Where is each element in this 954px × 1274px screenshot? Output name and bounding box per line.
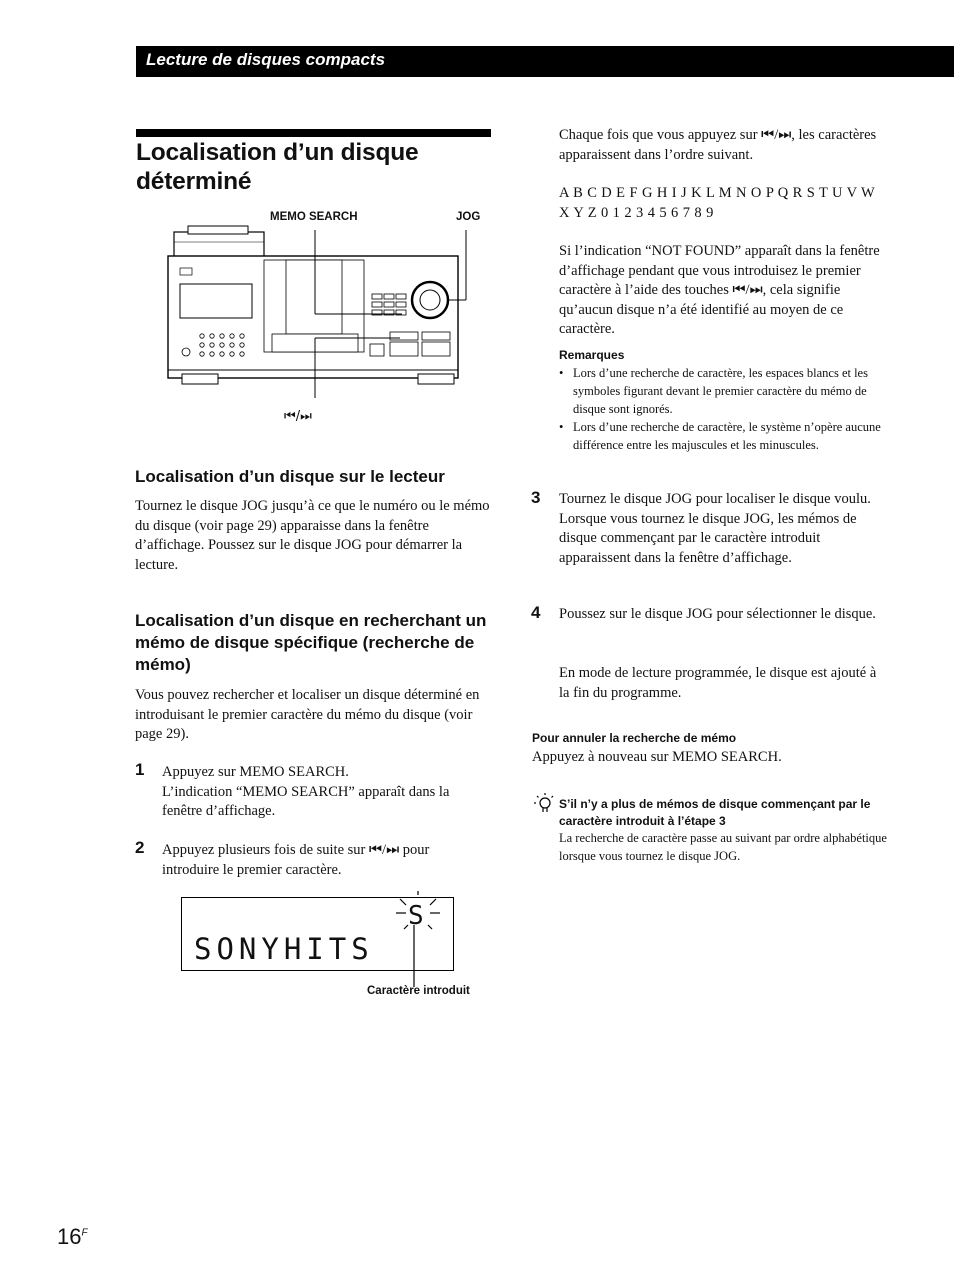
display-caption: Caractère introduit [367,985,470,997]
step-number: 1 [135,760,145,779]
step-text: Poussez sur le disque JOG pour sélectionner le disque. [559,606,876,622]
step-number: 4 [531,603,541,622]
section1-text: Tournez le disque JOG jusqu’à ce que le numéro ou le mémo du disque (voir page 29) apparaisse dans la fenêtre d’affichage. Poussez sur le disque JOG pour démarrer la lecture. [135,498,490,573]
memo-search-label: MEMO SEARCH [270,211,358,223]
section1-heading: Localisation d’un disque sur le lecteur [135,467,445,486]
blink-indicator [390,891,440,989]
note-item: • Lors d’une recherche de caractère, le système n’opère aucune différence entre les majuscules et les minuscules. [559,418,889,454]
page-suffix: F [81,1227,88,1239]
note-item: • Lors d’une recherche de caractère, les espaces blancs et les symboles figurant devant le premier caractère du mémo de disque sont ignorés. [559,364,889,418]
page-number [57,1224,88,1250]
display-blinking-char: S [408,901,424,931]
section2-text: Vous pouvez rechercher et localiser un disque déterminé en introduisant le premier caractère du mémo du disque (voir page 29). [135,687,480,742]
step-text: Tournez le disque JOG pour localiser le disque voulu. Lorsque vous tournez le disque JOG, les mémos de disque commençant par le caractère introduit apparaissent dans la fenêtre d’affichage. [559,491,871,566]
step-text: Appuyez plusieurs fois de suite sur ⏮/⏭ pour introduire le premier caractère. [162,842,430,878]
program-note: En mode de lecture programmée, le disque est ajouté à la fin du programme. [559,665,877,701]
step-number: 2 [135,838,145,857]
page-number-value: 16 [57,1224,82,1249]
cd-player-illustration [160,222,480,402]
skip-buttons-label: ⏮/⏭ [284,409,312,424]
section-header-title: Lecture de disques compacts [146,50,386,69]
cancel-heading: Pour annuler la recherche de mémo [532,731,737,745]
display-text: SONYHITS [194,932,374,966]
notes-list [559,364,889,454]
cancel-text: Appuyez à nouveau sur MEMO SEARCH. [532,749,782,765]
notes-heading: Remarques [559,348,625,362]
title-rule [136,129,491,137]
character-sequence: A B C D E F G H I J K L M N O P Q R S T U V W X Y Z 0 1 2 3 4 5 6 7 8 9 [559,185,875,221]
jog-label: JOG [456,211,481,223]
step-text: Appuyez sur MEMO SEARCH. L’indication “MEMO SEARCH” apparaît dans la fenêtre d’affichage. [162,764,450,819]
right-para2: Si l’indication “NOT FOUND” apparaît dans la fenêtre d’affichage pendant que vous introduisez le premier caractère à l’aide des touches ⏮/⏭, cela signifie qu’aucun disque n’a été identifié au moyen de ce caractère. [559,243,880,337]
tip-icon [532,792,556,816]
tip-heading: S’il n’y a plus de mémos de disque commençant par le caractère introduit à l’étape 3 [559,797,871,828]
section2-heading: Localisation d’un disque en recherchant un mémo de disque spécifique (recherche de mémo) [135,611,487,674]
right-para1: Chaque fois que vous appuyez sur ⏮/⏭, les caractères apparaissent dans l’ordre suivant. [559,127,877,163]
page-title: Localisation d’un disque déterminé [136,139,419,195]
step-number: 3 [531,488,541,507]
section-header-bar [136,46,954,77]
tip-text: La recherche de caractère passe au suivant par ordre alphabétique lorsque vous tournez le disque JOG. [559,831,887,863]
